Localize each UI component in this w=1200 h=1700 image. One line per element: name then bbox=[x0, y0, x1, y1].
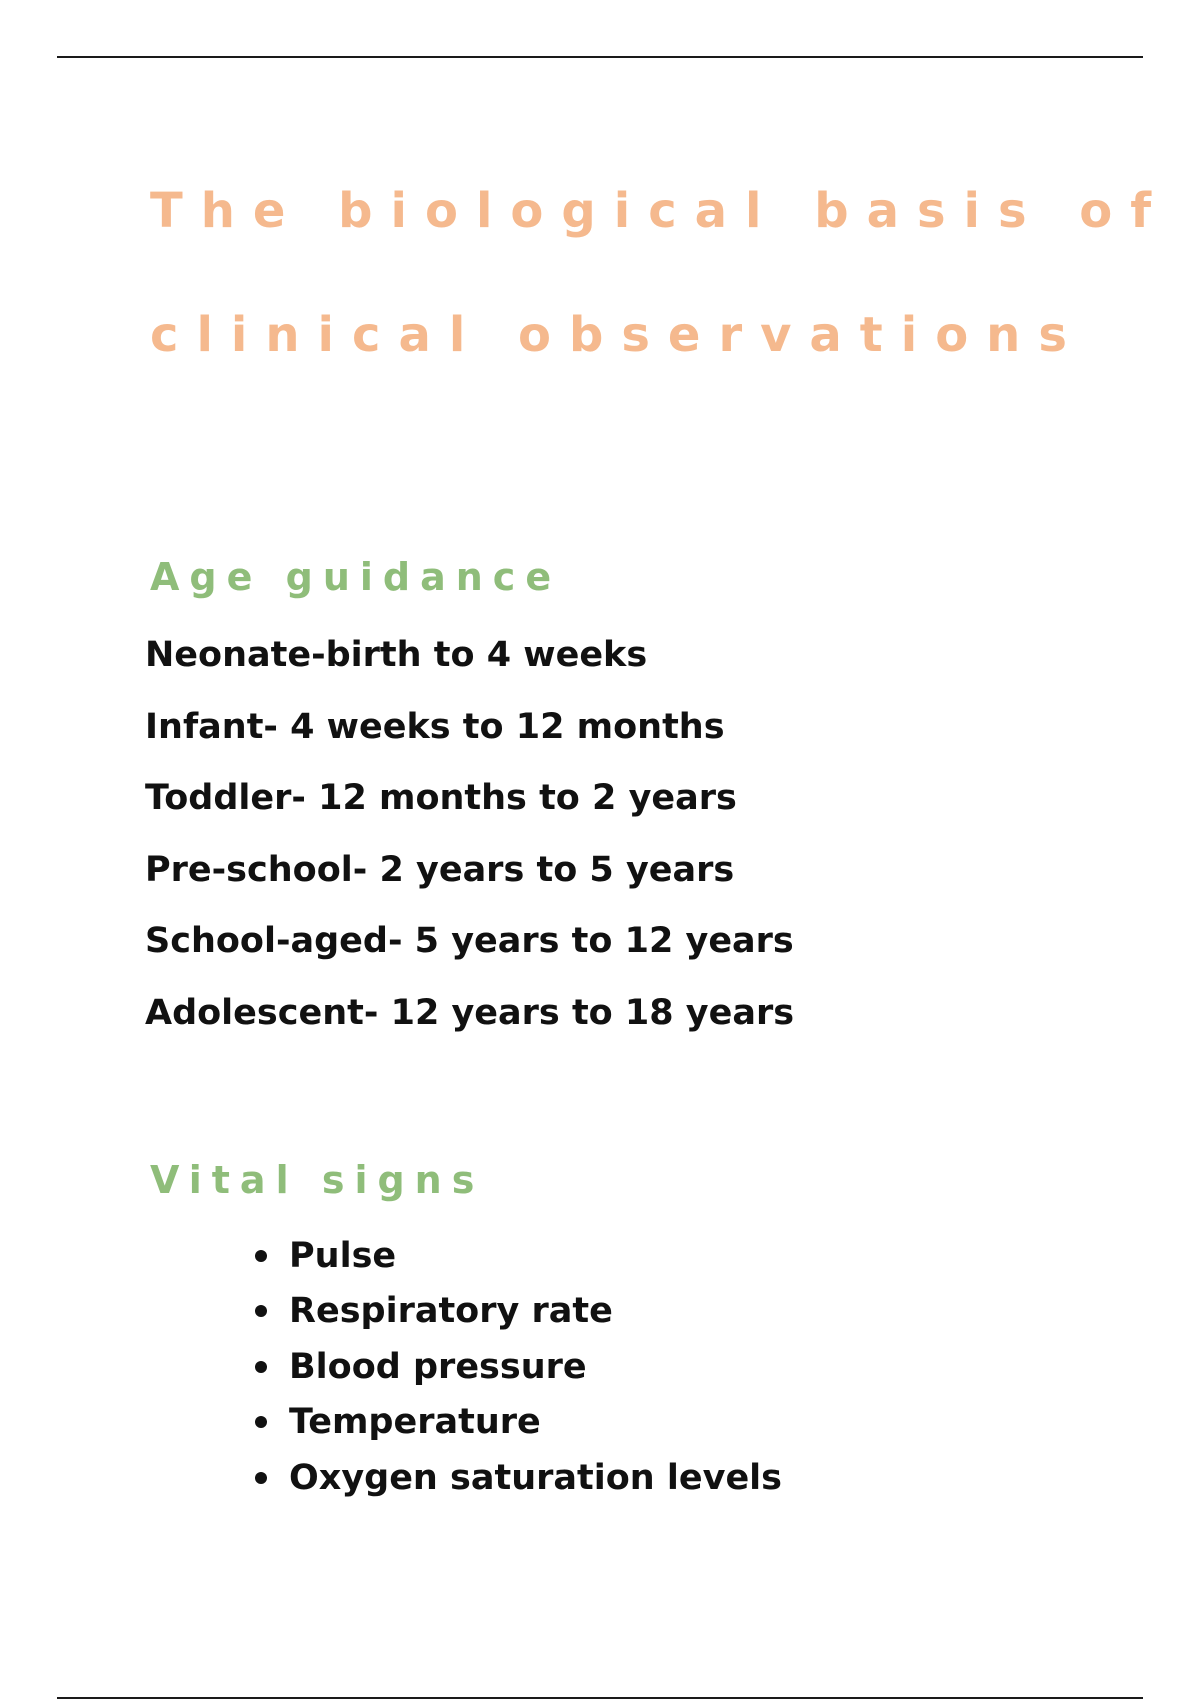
vital-sign-oxygen-saturation: Oxygen saturation levels bbox=[289, 1457, 783, 1498]
bottom-divider bbox=[57, 1697, 1143, 1699]
list-item bbox=[255, 1395, 782, 1451]
top-divider bbox=[57, 56, 1143, 58]
vital-signs-heading: Vital signs bbox=[150, 1158, 485, 1202]
vital-sign-pulse: Pulse bbox=[289, 1235, 397, 1276]
age-item-infant: Infant- 4 weeks to 12 months bbox=[145, 706, 725, 747]
age-item-school-aged: School-aged- 5 years to 12 years bbox=[145, 921, 794, 962]
age-item-toddler: Toddler- 12 months to 2 years bbox=[145, 778, 737, 819]
age-item-neonate: Neonate-birth to 4 weeks bbox=[145, 635, 648, 675]
vital-sign-respiratory-rate: Respiratory rate bbox=[289, 1291, 613, 1332]
bullet-icon bbox=[255, 1250, 267, 1262]
bullet-icon bbox=[255, 1361, 267, 1373]
vital-sign-temperature: Temperature bbox=[289, 1402, 541, 1443]
age-item-pre-school: Pre-school- 2 years to 5 years bbox=[145, 849, 735, 890]
vital-sign-blood-pressure: Blood pressure bbox=[289, 1346, 587, 1387]
list-item bbox=[255, 1450, 782, 1506]
age-guidance-heading: Age guidance bbox=[150, 555, 562, 599]
bullet-icon bbox=[255, 1416, 267, 1428]
page-title-line-1: The biological basis of bbox=[150, 183, 1170, 239]
age-item-adolescent: Adolescent- 12 years to 18 years bbox=[145, 992, 795, 1033]
list-item bbox=[255, 1228, 782, 1284]
age-guidance-list bbox=[145, 630, 794, 1060]
list-item bbox=[255, 1284, 782, 1340]
list-item bbox=[255, 1339, 782, 1395]
bullet-icon bbox=[255, 1472, 267, 1484]
bullet-icon bbox=[255, 1305, 267, 1317]
page-title-line-2: clinical observations bbox=[150, 307, 1085, 363]
vital-signs-list bbox=[255, 1228, 782, 1506]
